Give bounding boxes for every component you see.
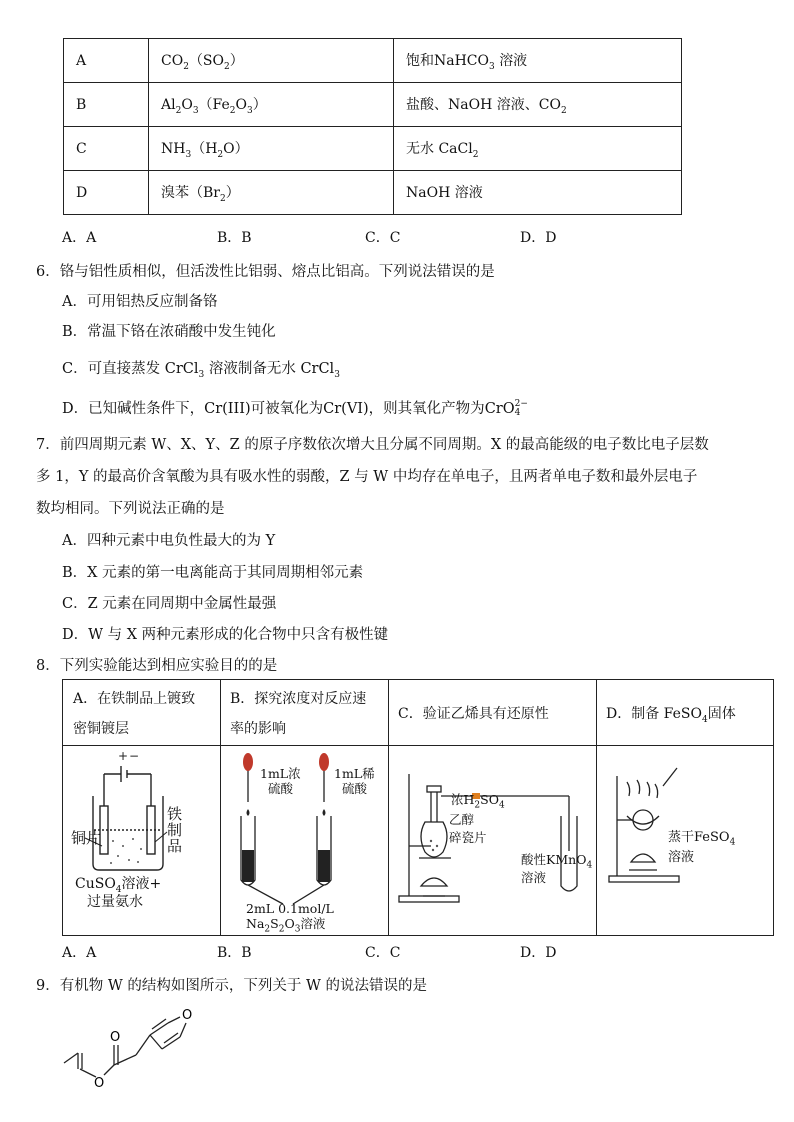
- q7-option-d[interactable]: D．W 与 X 两种元素形成的化合物中只含有极性键: [62, 627, 389, 643]
- q5-table: [63, 38, 682, 215]
- q7-option-c[interactable]: C．Z 元素在同周期中金属性最强: [62, 596, 277, 612]
- row-reagent: 盐酸、NaOH 溶液、$CO_2$: [394, 83, 682, 127]
- ethylene-diagram: [389, 746, 595, 936]
- w-structure-diagram: [50, 1005, 210, 1095]
- row-substance: $Al_2O_3(Fe_2O_3)$: [149, 83, 394, 127]
- label-evaporate: 蒸干FeSO$_4$: [668, 830, 736, 848]
- option-d[interactable]: D．D: [520, 230, 557, 246]
- q9-stem: 9．有机物 W 的结构如图所示，下列关于 W 的说法错误的是: [36, 978, 427, 994]
- q7-option-b[interactable]: B．X 元素的第一电离能高于其同周期相邻元素: [62, 565, 364, 581]
- q6-option-c[interactable]: C．可直接蒸发 CrCl$_3$ 溶液制备无水 CrCl$_3$: [62, 361, 340, 380]
- label-kmno4-solution: 溶液: [521, 870, 547, 885]
- row-substance: 溴苯$(Br_2)$: [149, 171, 394, 215]
- q8-header-c: C．验证乙烯具有还原性: [398, 706, 549, 722]
- row-letter: A: [64, 39, 149, 83]
- atom-o-ring: O: [182, 1008, 193, 1023]
- row-substance: $NH_3(H_2O)$: [149, 127, 394, 171]
- row-reagent: NaOH 溶液: [394, 171, 682, 215]
- q7-stem-line1: 7．前四周期元素 W、X、Y、Z 的原子序数依次增大且分属不同周期。X 的最高能级的电子数比电子层数: [36, 437, 709, 453]
- label-iron: 铁 制 品: [167, 805, 183, 855]
- label-conc-acid: 1mL浓 硫酸: [260, 766, 301, 796]
- q6-option-d[interactable]: D．已知碱性条件下，Cr(III)可被氧化为Cr(VI)，则其氧化产物为CrO 2− 4: [62, 399, 528, 418]
- label-dilute-acid: 1mL稀 硫酸: [334, 766, 375, 796]
- label-chips: 碎瓷片: [449, 830, 487, 845]
- option-a[interactable]: A．A: [62, 230, 97, 246]
- table-row: [64, 127, 682, 171]
- table-row: [64, 39, 682, 83]
- q8-header-a: A．在铁制品上镀致 密铜镀层: [73, 691, 196, 737]
- row-letter: C: [64, 127, 149, 171]
- q8-table: [62, 679, 774, 936]
- q8-stem: 8．下列实验能达到相应实验目的的是: [36, 658, 278, 674]
- svg-text:−: −: [129, 749, 140, 763]
- row-letter: D: [64, 171, 149, 215]
- q6-stem: 6．铬与铝性质相似，但活泼性比铝弱、熔点比铝高。下列说法错误的是: [36, 264, 495, 280]
- option-a[interactable]: A．A: [62, 945, 97, 961]
- row-substance: $CO_2(SO_2)$: [149, 39, 394, 83]
- atom-o-carbonyl: O: [110, 1030, 121, 1045]
- q7-stem-line2: 多 1，Y 的最高价含氧酸为具有吸水性的弱酸，Z 与 W 中均存在单电子，且两者单电子数和最外层电子: [36, 469, 698, 485]
- option-b[interactable]: B．B: [217, 945, 252, 961]
- row-reagent: 饱和NaHCO$_3$ 溶液: [394, 39, 682, 83]
- label-evaporate-solution: 溶液: [668, 850, 695, 865]
- label-copper: 铜片: [71, 829, 102, 847]
- label-ammonia: 过量氨水: [87, 894, 143, 910]
- q8-header-b: B．探究浓度对反应速 率的影响: [230, 691, 367, 737]
- option-d[interactable]: D．D: [520, 945, 557, 961]
- option-c[interactable]: C．C: [365, 945, 401, 961]
- svg-text:+: +: [118, 749, 129, 763]
- option-b[interactable]: B．B: [217, 230, 252, 246]
- q7-option-a[interactable]: A．四种元素中电负性最大的为 Y: [62, 533, 276, 549]
- label-cuso4: CuSO$_4$溶液+: [75, 876, 162, 895]
- label-kmno4: 酸性KMnO$_4$: [521, 852, 593, 871]
- row-letter: B: [64, 83, 149, 127]
- q6-option-b[interactable]: B．常温下铬在浓硝酸中发生钝化: [62, 324, 276, 340]
- label-ethanol: 乙醇: [449, 812, 475, 827]
- table-row: [64, 171, 682, 215]
- option-c[interactable]: C．C: [365, 230, 401, 246]
- atom-o-ester: O: [94, 1076, 105, 1091]
- q6-option-a[interactable]: A．可用铝热反应制备铬: [62, 294, 218, 310]
- q8-header-d: D．制备 FeSO$_4$固体: [606, 706, 736, 725]
- q7-stem-line3: 数均相同。下列说法正确的是: [36, 501, 225, 517]
- row-reagent: 无水 CaCl$_2$: [394, 127, 682, 171]
- label-thiosulfate: 2mL 0.1mol/L $Na_2S_2O_3$溶液: [246, 901, 334, 935]
- label-conc-h2so4: 浓$H_2SO_4$: [451, 792, 505, 811]
- table-row: [64, 83, 682, 127]
